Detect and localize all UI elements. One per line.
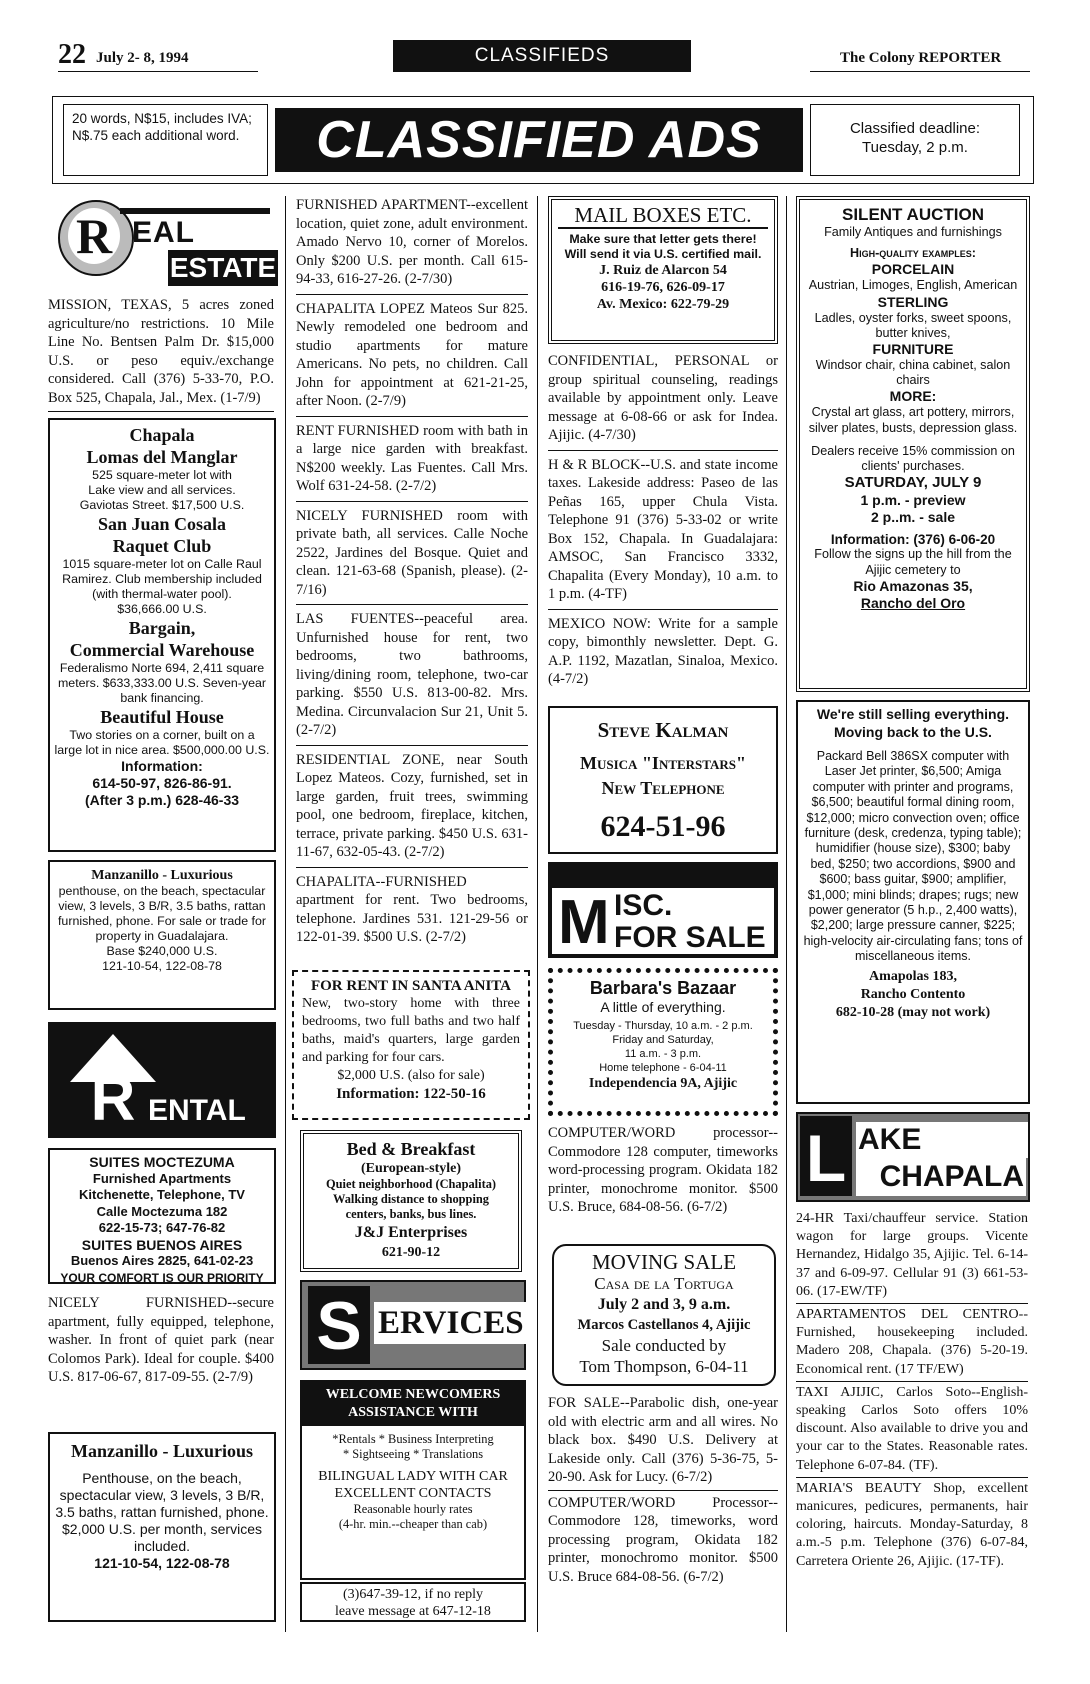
rule-c3-2: [548, 609, 778, 610]
auction-examples: High-quality examples:: [850, 246, 976, 261]
rule-c2-1: [296, 294, 528, 295]
ad-nicely-furnished-room: NICELY FURNISHED room with private bath, all services. Calle Noche 2522, Jardines del Bosque. Quiet and clean. 121-63-68 (Spanish, please). (2-7/16): [296, 507, 528, 598]
listing-raquet-desc: 1015 square-meter lot on Calle Raul Ramirez. Club membership included (with thermal-water pool).: [62, 557, 262, 601]
manzanillo-rent-box: [48, 1432, 276, 1622]
bazaar-title: Barbara's Bazaar: [589, 978, 737, 998]
auction-date: SATURDAY, JULY 9: [844, 474, 982, 492]
selling-headline: We're still selling everything. Moving back to the U.S.: [816, 706, 1010, 740]
listing-lomas: Lomas del Manglar: [86, 447, 238, 467]
listing-info-label: Information:: [121, 758, 203, 774]
welcome-newcomers-box: [300, 1380, 526, 1580]
rule-c2-2: [296, 416, 528, 417]
rule-c3-3: [548, 1490, 778, 1491]
misc-letter: M: [558, 888, 610, 957]
listing-lomas-l2: Lake view and all services.: [88, 483, 236, 497]
rule-c2-4: [296, 604, 528, 605]
auction-info: Information: (376) 6-06-20: [830, 532, 996, 548]
suites-furnished: Furnished Apartments: [92, 1170, 232, 1186]
col2-ads: [296, 196, 528, 947]
selling-address: Amapolas 183,: [869, 968, 957, 984]
listing-warehouse: Commercial Warehouse: [69, 640, 255, 660]
welcome-bar-line-2: ASSISTANCE WITH: [348, 1405, 478, 1420]
still-selling-box: [796, 700, 1030, 1104]
welcome-services-1: *Rentals * Business Interpreting: [332, 1432, 494, 1446]
suites-moctezuma: SUITES MOCTEZUMA: [89, 1154, 235, 1170]
listing-lomas-l1: 525 square-meter lot with: [92, 468, 232, 482]
masthead-rule-left: [58, 71, 258, 72]
auction-more-desc: Crystal art glass, art pottery, mirrors, silver plates, busts, depression glass.: [808, 405, 1018, 435]
masthead-rule-right: [810, 71, 1030, 72]
mail-boxes-box: [548, 196, 778, 344]
welcome-bilingual: BILINGUAL LADY WITH CAR: [318, 1469, 508, 1484]
santa-anita-box: [292, 970, 530, 1120]
listing-warehouse-desc: Federalismo Norte 694, 2,411 square meters. $633,333.00 U.S. Seven-year bank financing.: [57, 661, 266, 705]
manzanillo-rent-phone: 121-10-54, 122-08-78: [94, 1555, 230, 1571]
listing-san-juan: San Juan Cosala: [97, 514, 227, 534]
page-number: 22: [58, 39, 86, 70]
welcome-bar: [302, 1382, 524, 1426]
rental-letter: R: [90, 1065, 136, 1134]
services-letter: S: [308, 1286, 370, 1364]
auction-more: MORE:: [889, 388, 937, 405]
section-label: CLASSIFIEDS: [393, 40, 691, 72]
lake-chapala-header: [796, 1112, 1030, 1202]
mail-boxes-desc: Make sure that letter gets there! Will send it via U.S. certified mail.: [564, 232, 762, 261]
misc-for-sale-header: [548, 862, 778, 958]
bazaar-tagline: A little of everything.: [600, 999, 726, 1015]
ad-rent-furnished-room: RENT FURNISHED room with bath in a large nice garden with breakfast. N$200 weekly. Las Fuentes. Call Mrs. Wolf 631-24-58. (2-7/2): [296, 422, 528, 494]
moving-sale-contact: Tom Thompson, 6-04-11: [579, 1357, 749, 1376]
listing-info-phone-2: (After 3 p.m.) 628-46-33: [84, 792, 240, 808]
bnb-company: J&J Enterprises: [354, 1224, 468, 1241]
selling-rancho: Rancho Contento: [860, 986, 966, 1002]
ad-confidential-counseling: CONFIDENTIAL, PERSONAL or group spiritual counseling, readings available by appointment only. Leave message at 6-08-66 or ask for Indea. Ajijic. (4-7/30): [548, 353, 778, 443]
ad-hr-block: H & R BLOCK--U.S. and state income taxes. Lakeside address: Paseo de las Peñas 165, upper Chula Vista. Telephone 91 (376) 5-33-02 or write Box 152, Chapala. In Guadalajara: AMSOC, San Francisco 3332, Chapalita (Every Monday), 10 a.m. to 1 p.m. (4-TF): [548, 456, 778, 602]
mail-boxes-title: MAIL BOXES ETC.: [558, 203, 768, 229]
deadline-line-1: Classified deadline:: [849, 120, 981, 137]
rates-text: 20 words, N$15, includes IVA; N$.75 each additional word.: [72, 111, 252, 143]
listing-house: Beautiful House: [100, 707, 224, 727]
banner-title: CLASSIFIED ADS: [275, 108, 803, 172]
misc-word-2: FOR SALE: [614, 921, 766, 954]
suites-amenities: Kitchenette, Telephone, TV: [79, 1187, 245, 1202]
ad-las-fuentes: LAS FUENTES--peaceful area. Unfurnished house for rent, two bedrooms, two bathrooms, living/dining room, telephone, two-car parking. $550 U.S. 813-00-82. Mrs. Medina. Circunvalacion Sur 21, Unit 5. (2-7/2): [296, 611, 528, 738]
column-rule-2: [537, 196, 538, 1632]
rule-c4-2: [796, 1381, 1028, 1382]
manzanillo-sale-title: Manzanillo - Luxurious: [91, 868, 233, 883]
rule-c3-1: [548, 450, 778, 451]
ad-parabolic-dish: FOR SALE--Parabolic dish, one-year old with electric arm and all wires. No black box. $490 U.S. Delivery at Lakeside only. Call (376) 5-36-75, 5-20-90. Ask for Lucy. (6-7/2): [548, 1395, 778, 1485]
auction-address: Rio Amazonas 35,: [853, 577, 973, 594]
deadline-box: [810, 104, 1020, 176]
welcome-message: leave message at 647-12-18: [335, 1604, 491, 1619]
ad-residential-zone: RESIDENTIAL ZONE, near South Lopez Mateos. Cozy, furnished, set in large garden, fruit trees, swimming pool, one bedroom, fireplace, kitchen, terrace, private parking. $450 U.S. 631-11-67, 632-05-43. (2-7/2): [296, 751, 528, 860]
services-header: [300, 1280, 526, 1370]
ad-chapalita-furnished: CHAPALITA--FURNISHED apartment for rent. Two bedrooms, telephone. Jardines 531. 121-29-56 or 122-01-39. $500 U.S. (2-7/2): [296, 873, 528, 945]
real-estate-word-2: ESTATE: [168, 250, 278, 286]
bazaar-hours-1: Tuesday - Thursday, 10 a.m. - 2 p.m.: [573, 1020, 753, 1032]
auction-preview: 1 p.m. - preview: [860, 492, 966, 509]
auction-porcelain: PORCELAIN: [871, 261, 955, 278]
services-word: ERVICES: [374, 1302, 526, 1344]
auction-commission: Dealers receive 15% commission on clients' purchases.: [811, 443, 1015, 474]
ad-computer-word-2: COMPUTER/WORD Processor--Commodore 128, timeworks, word processing program, Okidata 182 printer, monochromo monitor. $500 U.S. Bruce 684-08-56. (6-7/2): [548, 1494, 778, 1585]
santa-anita-price: $2,000 U.S. (also for sale): [337, 1068, 485, 1083]
suites-phones: 622-15-73; 647-76-82: [98, 1220, 226, 1235]
welcome-contact-box: [300, 1582, 526, 1622]
lake-letter: L: [800, 1116, 852, 1196]
kalman-name: Steve Kalman: [597, 718, 729, 742]
bazaar-address: Independencia 9A, Ajijic: [588, 1076, 738, 1091]
bed-breakfast-box: [300, 1130, 522, 1272]
mail-boxes-address: J. Ruiz de Alarcon 54: [599, 263, 727, 278]
selling-items: Packard Bell 386SX computer with Laser Jet printer, $6,500; Amiga computer with printer and programs, $6,500; beautiful formal dining room, $12,000; micro convection oven; office furniture (desk, credenza, typing table); humidifier (house size), $300; baby bed, $250; two accordions, $900 and $600; bass guitar, $900; amplifier, $1,000; mini blinds; drapes; rugs; new power generator (5 h.p., 2,400 watts), $2,200; large pressure canner, $225; high-velocity air-circulating fans; tons of miscellaneous items.: [803, 749, 1023, 964]
welcome-phone: (3)647-39-12, if no reply: [343, 1587, 483, 1602]
silent-auction-box: [796, 196, 1030, 692]
rule-c4-1: [796, 1303, 1028, 1304]
ad-mission-texas: MISSION, TEXAS, 5 acres zoned agriculture/no restrictions. 10 Mile Line No. Bentsen Palm Dr. $15,000 U.S. or peso equiv./exchange considered. Call (376) 5-33-70, P.O. Box 525, Chapala, Jal., Mex. (1-7/9): [48, 297, 274, 406]
welcome-bar-line-1: WELCOME NEWCOMERS: [325, 1387, 501, 1402]
kalman-new-telephone: New Telephone: [601, 778, 725, 798]
rule-c4-3: [796, 1477, 1028, 1478]
santa-anita-title: FOR RENT IN SANTA ANITA: [310, 978, 512, 994]
suites-box: [48, 1148, 276, 1284]
bnb-title: Bed & Breakfast: [346, 1139, 476, 1159]
lake-word-1: AKE: [856, 1122, 1028, 1158]
suites-buenos-address: Buenos Aires 2825, 641-02-23: [70, 1253, 254, 1268]
rates-box: [63, 104, 268, 176]
listing-bargain: Bargain,: [128, 618, 196, 638]
moving-sale-conducted: Sale conducted by: [601, 1336, 727, 1355]
listing-house-desc: Two stories on a corner, built on a large lot in nice area. $500,000.00 U.S.: [54, 728, 270, 757]
manzanillo-sale-box: [48, 860, 276, 1010]
moving-sale-box: [552, 1244, 776, 1386]
manzanillo-rent-title: Manzanillo - Luxurious: [70, 1441, 254, 1461]
mail-boxes-phones: 616-19-76, 626-09-17: [601, 280, 725, 295]
listing-lomas-price: Gaviotas Street. $17,500 U.S.: [79, 498, 245, 512]
ad-taxi-chauffeur: 24-HR Taxi/chauffeur service. Station wagon for large groups. Vicente Hernandez, Hidalgo 35, Ajijic. Tel. 6-14-37 and 6-09-97. Cellular 91 (3) 661-53-06. (17-EW/TF): [796, 1211, 1028, 1299]
moving-sale-address: Marcos Castellanos 4, Ajijic: [577, 1317, 751, 1333]
ad-nicely-furnished-apartment: NICELY FURNISHED--secure apartment, fully equipped, telephone, washer. In front of quiet park (near Colomos Park). Ideal for couple. $400 U.S. 817-06-67, 817-09-55. (2-7/9): [48, 1295, 274, 1385]
auction-sale-time: 2 p..m. - sale: [870, 509, 956, 526]
ad-chapalita-lopez: CHAPALITA LOPEZ Mateos Sur 825. Newly remodeled one bedroom and studio apartments for mature Americans. No pets, no children. Call John for appointment at 621-21-25, after Noon. (2-7/9): [296, 300, 528, 409]
rule-c1-a: [48, 411, 274, 412]
moving-sale-title: MOVING SALE: [591, 1250, 737, 1274]
rule-c2-6: [296, 867, 528, 868]
ad-furnished-apartment: FURNISHED APARTMENT--excellent location, quiet zone, adult environment. Amado Nervo 10, corner of Morelos. Only $200 U.S. per month. Call 615-94-33, 616-27-26. (2-7/30): [296, 197, 528, 287]
suites-slogan: YOUR COMFORT IS OUR PRIORITY: [60, 1270, 264, 1285]
santa-anita-info: Information: 122-50-16: [336, 1086, 486, 1102]
manzanillo-sale-price: Base $240,000 U.S.: [106, 944, 218, 958]
auction-porcelain-desc: Austrian, Limoges, English, American: [808, 278, 1018, 293]
real-estate-word-1: EAL: [132, 216, 195, 249]
auction-sterling-desc: Ladles, oyster forks, sweet spoons, butter knives,: [814, 310, 1012, 340]
selling-phone: 682-10-28 (may not work): [835, 1004, 991, 1020]
listing-raquet-price: $36,666.00 U.S.: [117, 602, 207, 616]
real-estate-header: [58, 200, 276, 285]
real-estate-letter: R: [68, 208, 120, 264]
deadline-line-2: Tuesday, 2 p.m.: [862, 139, 968, 156]
welcome-contacts: EXCELLENT CONTACTS: [334, 1486, 492, 1501]
rule-c2-3: [296, 501, 528, 502]
paper-name: The Colony REPORTER: [840, 50, 1002, 66]
manzanillo-sale-desc: penthouse, on the beach, spectacular view, 3 levels, 3 B/R, 3.5 baths, rattan furnished, phone. For sale or trade for property in Guadalajara.: [57, 884, 266, 943]
column-rule-1: [285, 196, 286, 1632]
auction-rancho: Rancho del Oro: [860, 594, 966, 611]
rental-header: [48, 1022, 276, 1138]
column-rule-3: [786, 196, 787, 1632]
auction-furniture: FURNITURE: [872, 341, 954, 358]
moving-sale-dates: July 2 and 3, 9 a.m.: [597, 1296, 731, 1313]
col3-ads-bottom: [548, 1394, 778, 1586]
welcome-minimum: (4-hr. min.--cheaper than cab): [338, 1517, 488, 1531]
bnb-phone: 621-90-12: [381, 1245, 441, 1260]
col3-ads-top: [548, 352, 778, 689]
bazaar-hours-2: Friday and Saturday,: [612, 1034, 714, 1046]
chapala-listings-box: [48, 418, 276, 852]
santa-anita-desc: New, two-story home with three bedrooms, two full baths and two half baths, maid's quarters, large garden and parking for four cars.: [302, 996, 520, 1065]
bazaar-hours-3: 11 a.m. - 3 p.m.: [624, 1048, 702, 1060]
col4-ads: [796, 1210, 1028, 1571]
bnb-centers: centers, banks, bus lines.: [345, 1207, 477, 1221]
ad-marias-beauty: MARIA'S BEAUTY Shop, excellent manicures, pedicures, permanents, hair coloring, haircuts. Monday-Saturday, 8 a.m.-5 p.m. Telephone (376) 6-07-84, Carretera Oriente 26, Ajijic. (17-TF).: [796, 1480, 1028, 1569]
manzanillo-sale-phone: 121-10-54, 122-08-78: [102, 959, 222, 973]
auction-sterling: STERLING: [877, 293, 949, 310]
mail-boxes-mexico: Av. Mexico: 622-79-29: [596, 297, 730, 312]
manzanillo-rent-desc: Penthouse, on the beach, spectacular view, 3 levels, 3 B/R, 3.5 baths, rattan furnished, phone. $2,000 U.S. per month, services included.: [55, 1470, 269, 1554]
bnb-neighborhood: Quiet neighborhood (Chapalita): [325, 1177, 497, 1191]
suites-buenos-aires: SUITES BUENOS AIRES: [81, 1236, 243, 1253]
suites-address: Calle Moctezuma 182: [96, 1203, 228, 1219]
auction-subtitle: Family Antiques and furnishings: [824, 225, 1002, 239]
rule-c2-5: [296, 745, 528, 746]
listing-chapala: Chapala: [129, 425, 195, 445]
auction-title: SILENT AUCTION: [842, 205, 984, 224]
welcome-services-2: * Sightseeing * Translations: [342, 1447, 484, 1461]
auction-furniture-desc: Windsor chair, china cabinet, salon chairs: [815, 358, 1011, 388]
welcome-rates: Reasonable hourly rates: [353, 1502, 473, 1516]
ad-mexico-now: MEXICO NOW: Write for a sample copy, bimonthly newsletter. Dept. G. A.P. 1192, Mazatlan, Sinaloa, Mexico. (4-7/2): [548, 615, 778, 687]
auction-directions: Follow the signs up the hill from the Ajijic cemetery to: [814, 547, 1012, 577]
bnb-style: (European-style): [360, 1161, 462, 1176]
issue-date: July 2- 8, 1994: [96, 50, 189, 66]
bnb-walking: Walking distance to shopping: [333, 1192, 489, 1206]
kalman-phone: 624-51-96: [600, 810, 726, 843]
ad-computer-word-1: COMPUTER/WORD processor--Commodore 128 computer, timeworks word-processing program. Okidata 182 printer, monochrome monitor. $500 U.S. Bruce, 684-08-56. (6-7/2): [548, 1125, 778, 1215]
bazaar-home-phone: Home telephone - 6-04-11: [599, 1062, 727, 1074]
moving-sale-place: Casa de la Tortuga: [594, 1274, 734, 1293]
ad-apartamentos-centro: APARTAMENTOS DEL CENTRO--Furnished, housekeeping included. Madero 208, Chapala. (376) 5-20-19. Economical rent. (17 TF/EW): [796, 1307, 1028, 1377]
misc-word-1: ISC.: [614, 889, 673, 922]
lake-word-2: CHAPALA: [856, 1158, 1026, 1196]
ad-taxi-ajijic: TAXI AJIJIC, Carlos Soto--English-speaking Carlos Soto offers 10% discount. Also available to drive you and your car to the States. Reasonable rates. Telephone 6-07-84. (TF).: [796, 1384, 1028, 1473]
rental-word: ENTAL: [148, 1094, 246, 1127]
barbaras-bazaar-box: [548, 968, 778, 1116]
listing-raquet: Raquet Club: [112, 536, 212, 556]
steve-kalman-box: [548, 706, 778, 854]
listing-info-phone: 614-50-97, 826-86-91.: [92, 775, 232, 791]
real-estate-rule-top: [120, 208, 270, 214]
kalman-musica: Musica "Interstars": [580, 753, 746, 773]
